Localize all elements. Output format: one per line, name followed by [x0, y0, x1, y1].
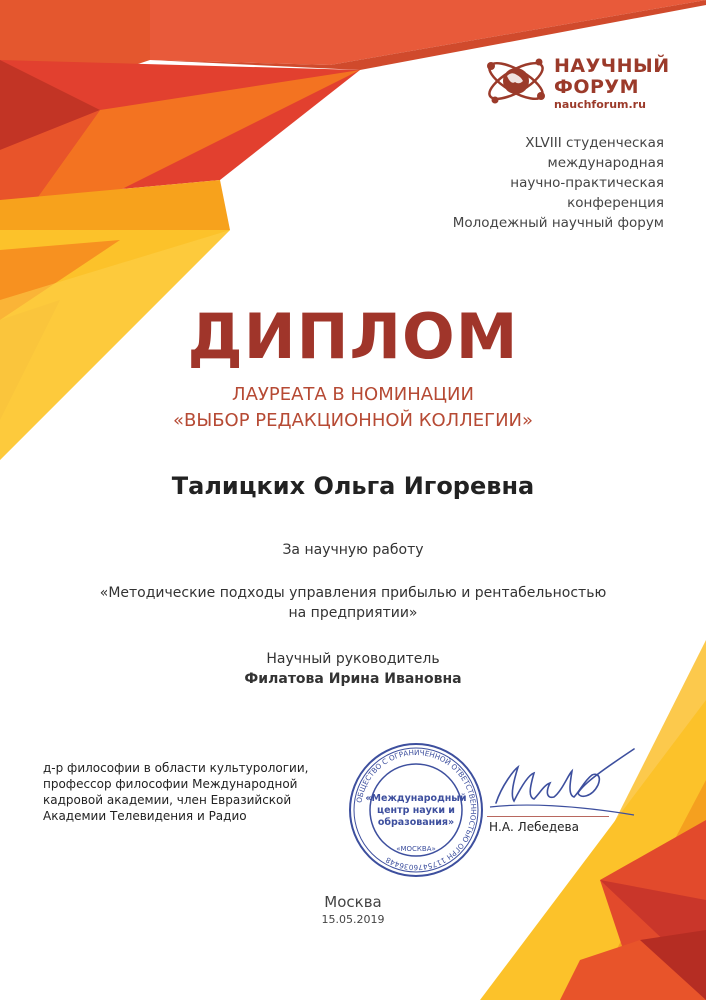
nomination-line2: «ВЫБОР РЕДАКЦИОННОЙ КОЛЛЕГИИ» — [172, 410, 534, 431]
work-title-line1: «Методические подходы управления прибылью и рентабельностью — [99, 585, 607, 601]
brand-logo[interactable] — [483, 48, 673, 118]
logo-title-line1: НАУЧНЫЙ — [554, 55, 670, 77]
stamp-city: «МОСКВА» — [396, 845, 436, 853]
conference-line: международная — [547, 155, 664, 171]
official-stamp — [347, 741, 485, 879]
conference-info — [344, 133, 664, 233]
nomination-line1: ЛАУРЕАТА В НОМИНАЦИИ — [232, 384, 474, 405]
work-title-line2: на предприятии» — [288, 605, 418, 621]
supervisor-name: Филатова Ирина Ивановна — [244, 671, 462, 687]
diploma-title: ДИПЛОМ — [187, 300, 519, 373]
stamp-center-line2: центр науки и — [377, 805, 455, 816]
supervisor-label: Научный руководитель — [266, 651, 440, 667]
logo-title — [554, 56, 670, 98]
conference-line: XLVIII студенческая — [525, 135, 664, 151]
conference-line: конференция — [567, 195, 664, 211]
credentials-line: кадровой академии, член Евразийской — [43, 793, 292, 807]
footer-date: 15.05.2019 — [321, 913, 385, 926]
credentials-line: д-р философии в области культурологии, — [43, 761, 309, 775]
footer-city: Москва — [324, 893, 382, 911]
signatory-name: Н.А. Лебедева — [489, 820, 579, 834]
handwritten-signature — [484, 745, 639, 817]
credentials-line: профессор философии Международной — [43, 777, 298, 791]
conference-line: научно-практическая — [510, 175, 664, 191]
stamp-center-line3: образования» — [377, 817, 455, 828]
signatory-credentials — [43, 760, 363, 824]
recipient-name: Талицких Ольга Игоревна — [171, 472, 535, 500]
credentials-line: Академии Телевидения и Радио — [43, 809, 247, 823]
for-work-label: За научную работу — [282, 542, 424, 558]
atom-globe-icon — [483, 48, 549, 114]
logo-title-line2: ФОРУМ — [554, 76, 639, 98]
stamp-center-line1: «Международный — [365, 793, 467, 804]
conference-line: Молодежный научный форум — [452, 215, 664, 231]
logo-site[interactable]: nauchforum.ru — [554, 98, 646, 111]
stamp-ring-text: ОБЩЕСТВО С ОГРАНИЧЕННОЙ ОТВЕТСТВЕННОСТЬЮ ОГРН 1175476036448 — [354, 747, 479, 873]
